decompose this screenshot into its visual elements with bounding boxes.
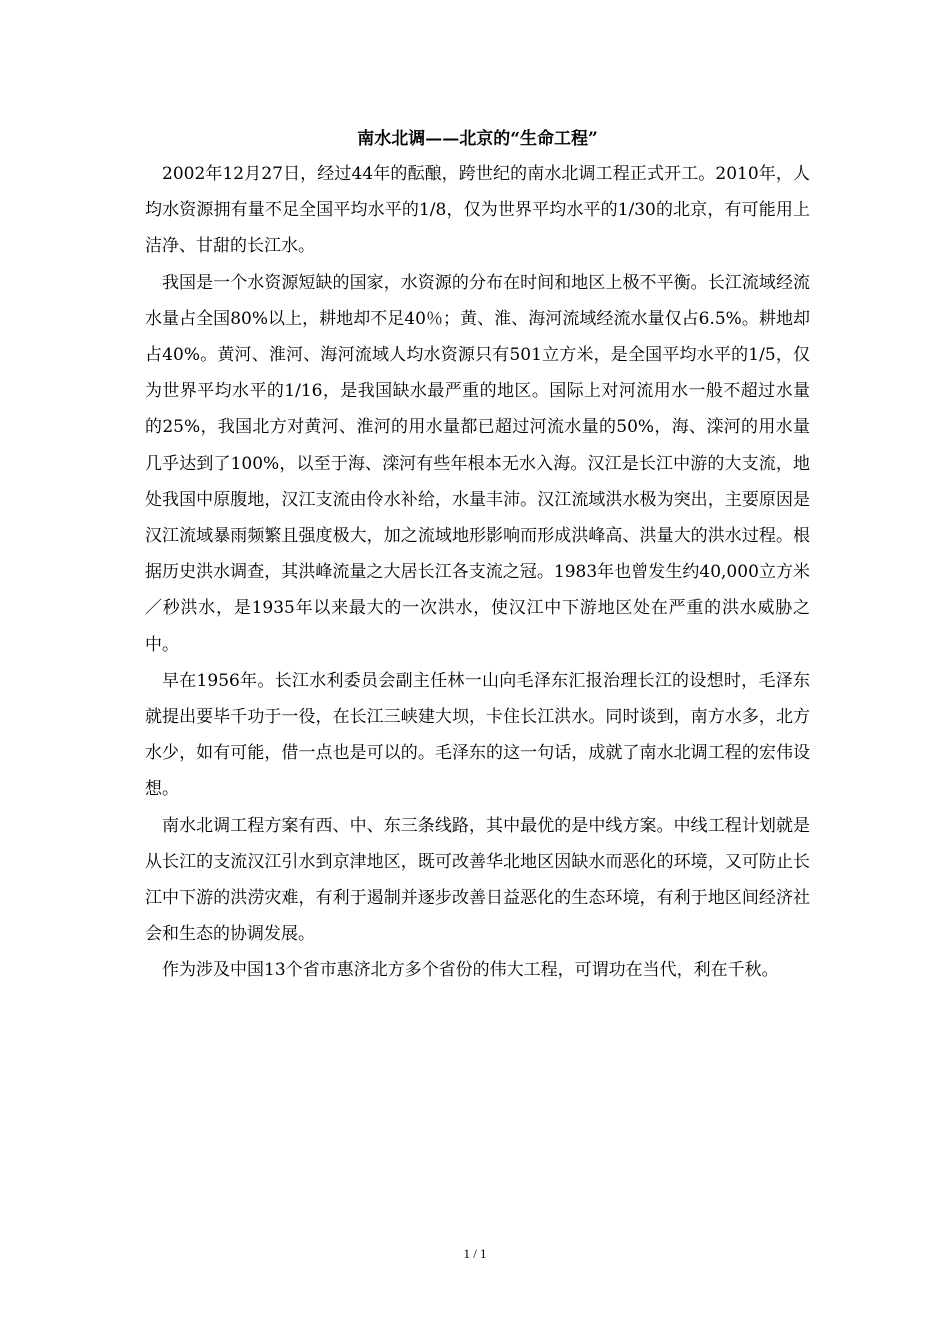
- paragraph-5: 作为涉及中国13个省市惠济北方多个省份的伟大工程，可谓功在当代，利在千秋。: [162, 960, 779, 981]
- paragraph-3: 早在1956年。长江水利委员会副主任林一山向毛泽东汇报治理长江的设想时，毛泽东就提出要毕千功于一役，在长江三峡建大坝，卡住长江洪水。同时谈到，南方水多，北方水少，如有可能，借一点也是可以的。毛泽东的这一句话，成就了南水北调工程的宏伟设想。: [145, 670, 810, 800]
- page-number: 1 / 1: [463, 1246, 487, 1261]
- paragraph-1: 2002年12月27日，经过44年的酝酿，跨世纪的南水北调工程正式开工。2010年，人均水资源拥有量不足全国平均水平的1/8，仅为世界平均水平的1/30的北京，有可能用上洁净、甘甜的长江水。: [145, 164, 810, 257]
- document-title: 南水北调——北京的“生命工程”: [357, 129, 598, 149]
- paragraph-4: 南水北调工程方案有西、中、东三条线路，其中最优的是中线方案。中线工程计划就是从长江的支流汉江引水到京津地区，既可改善华北地区因缺水而恶化的环境，又可防止长江中下游的洪涝灾难，有利于遏制并逐步改善日益恶化的生态环境，有利于地区间经济社会和生态的协调发展。: [145, 815, 810, 945]
- paragraph-2: 我国是一个水资源短缺的国家，水资源的分布在时间和地区上极不平衡。长江流域经流水量占全国80%以上，耕地却不足40％；黄、淮、海河流域经流水量仅占6.5%。耕地却占40%。黄河、淮河、海河流域人均水资源只有501立方米，是全国平均水平的1/5，仅为世界平均水平的1/16，是我国缺水最严重的地区。国际上对河流用水一般不超过水量的25%，我国北方对黄河、淮河的用水量都已超过河流水量的50%，海、滦河的用水量几乎达到了100%，以至于海、滦河有些年根本无水入海。汉江是长江中游的大支流，地处我国中原腹地，汉江支流由伶水补给，水量丰沛。汉江流域洪水极为突出，主要原因是汉江流域暴雨频繁且强度极大，加之流域地形影响而形成洪峰高、洪量大的洪水过程。根据历史洪水调查，其洪峰流量之大居长江各支流之冠。1983年也曾发生约40,000立方米／秒洪水，是1935年以来最大的一次洪水，使汉江中下游地区处在严重的洪水威胁之中。: [145, 272, 810, 655]
- document-body: [145, 118, 810, 989]
